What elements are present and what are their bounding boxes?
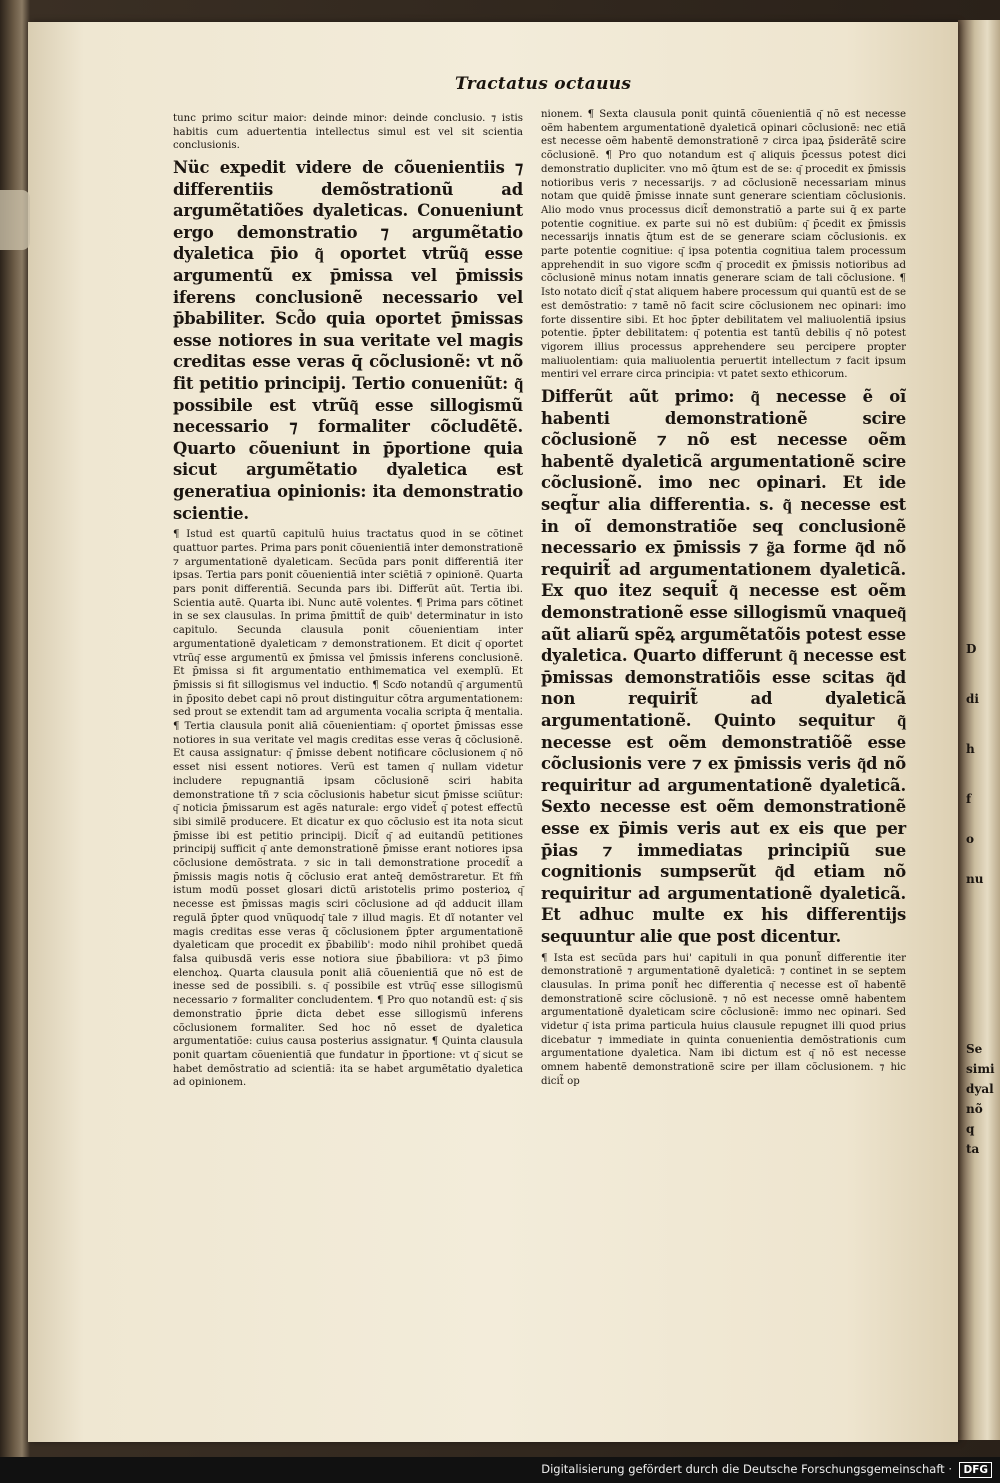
margin-fragment-4: o [966, 832, 975, 846]
margin-fragment-9: nõ [966, 1102, 983, 1116]
right-column [541, 108, 906, 1089]
dfg-logo: DFG [959, 1462, 992, 1478]
running-head: Tractatus octauus [455, 74, 632, 94]
margin-fragment-2: h [966, 742, 975, 756]
right-main-text: Differũt aũt primo: q͂ necesse ẽ oĩ habenti demonstrationẽ scire cõclusionẽ ⁊ nõ est necesse oẽm habentẽ dyaleticã argumentationẽ scire cõclusionẽ. imo nec opinari. Et ide seqt̃ur alia differentia. s. q͂ necesse est in oĩ demonstratiõe seq conclusionẽ necessario ex p̄missis ⁊ g͂a forme q͂d nõ requirit̃ ad argumentationem dyaleticã. Ex quo itez sequit̃ q͂ necesse est oẽm demonstrationẽ esse sillogismũ vnaqueq͂ aũt aliarũ spẽꝝ argumẽtatõis potest esse dyaletica. Quarto differunt q͂ necesse est p̄missas demonstratiõis esse scitas q͂d non requirit̃ ad dyaleticã argumentationẽ. Quinto sequitur q͂ necesse est oẽm demonstratiõẽ esse cõclusionis vere ⁊ ex p̄missis veris q͂d nõ requiritur ad argumentationẽ dyaleticã. Sexto necesse est oẽm demonstrationẽ esse ex p̄imis veris aut ex eis que per p̄ias ⁊ immediatas principiũ sue cognitionis sumpserũt q͂d etiam nõ requiritur ad argumentationẽ dyaleticã. Et adhuc multe ex his differentijs sequuntur alie que post dicentur. [541, 387, 906, 946]
footer-bar [0, 1457, 1000, 1483]
margin-fragment-6: Se [966, 1042, 983, 1056]
left-intro-text: tunc primo scitur maior: deinde minor: deinde conclusio. ⁊ istis habitis cum aduertentia intellectus simul est vel sit scientia conclusionis. [173, 113, 523, 152]
margin-fragment-8: dyal [966, 1082, 994, 1096]
right-bottom-text: ¶ Ista est secũda pars hui' capituli in qua ponunt̃ differentie iter demonstrationẽ ⁊ argumentationẽ dyaleticã: ⁊ continet in se septem clausulas. In prima ponit̃ hec differentia q͂ necesse est oĩ habentẽ demonstrationẽ scire cõclusionẽ. ⁊ nõ est necesse omnẽ habentem argumentationẽ dyaleticam scire cõclusionẽ: immo nec opinari. Sed videtur q͂ ista prima particula huius clausule repugnet illi quod prius dicebatur ⁊ immediate in quinta conuenientia demõstrationis cum argumentatione dyaletica. Nam ibi dictum est q͂ nõ est necesse omnem habentẽ demonstrationẽ scire per illam cõclusionem. ⁊ hic dicit̃ op [541, 952, 906, 1087]
page-marker-strip [0, 190, 30, 250]
left-column [173, 112, 523, 1090]
left-commentary-text: ¶ Istud est quartũ capitulũ huius tractatus quod in se cõtinet quattuor partes. Prima pars ponit cõuenientiã inter demonstrationẽ ⁊ argumentationẽ dyaleticam. Secũda pars ponit differentiã iter ipsas. Tertia pars ponit cõuenientiã inter sciẽtiã ⁊ opinionẽ. Quarta pars ponit differentiã. Secunda pars ibi. Differũt aũt. Tertia ibi. Scientia autẽ. Quarta ibi. Nunc autẽ volentes. ¶ Prima pars cõtinet in se sex clausulas. In prima p̄mittit̃ de quib' determinatur in isto capitulo. Secunda clausula ponit cõuenientiam inter argumentationẽ dyaleticam ⁊ demonstrationem. Et dicit q͂ oportet vtrũq͂ esse argumentũ ex p̄missa vel p̄missis inferens conclusionẽ. Et p̄missa si fit argumentatio enthimematica vel exemplũ. Et p̄missis si fit sillogismus vel inductio. ¶ Scd͂o notandũ q͂ argumentũ in p̄posito debet capi nõ prout distinguitur cõtra argumentationem: sed prout se extendit tam ad argumenta vocalia scripta q̄ mentalia. ¶ Tertia clausula ponit aliã cõuenientiam: q͂ oportet p̄missas esse notiores in sua veritate vel magis creditas esse veras q̄ cõclusionẽ. Et causa assignatur: q͂ p̄misse debent notificare cõclusionem q͂ nõ esset nisi essent notiores. Verũ est tamen q͂ nullam videtur includere repugnantiã ipsam cõclusionẽ sciri habita demonstratione tñ ⁊ scia cõclusionis habetur sicut p̄misse sciũtur: q͂ noticia p̄missarum est agẽs naturale: ergo videt̃ q͂ potest effectũ sibi similẽ producere. Et dicatur ex quo cõclusio est ita nota sicut p̄misse ibi est petitio principij. Dicit̃ q͂ ad euitandũ petitiones principij sufficit q͂ ante demonstrationẽ p̄misse erant notiores ipsa cõclusione demõstrata. ⁊ sic in tali demonstratione procedit̃ a p̄missis magis notis q̄ cõclusio erat anteq̄ demõstraretur. Et fm̃ istum modũ posset glosari dictũ aristotelis primo posterioꝝ q͂ necesse est p̄missas magis sciri cõclusione ad q͂d adducit illam regulã p̄pter quod vnũquodq͂ tale ⁊ illud magis. Et dĩ notanter vel magis creditas esse veras q̄ cõclusionem p̄pter argumentationẽ dyaleticam que procedit ex p̄babilib': modo nihil prohibet quedã falsa quibusdã veris esse notiora siue p̄babiliora: vt p3 p̄imo elenchoꝝ. Quarta clausula ponit aliã cõuenientiã que nõ est de inesse sed de possibili. s. q͂ possibile est vtrũq͂ esse sillogismũ necessario ⁊ formaliter concludentem. ¶ Pro quo notandũ est: q͂ sis demonstratio p̄prie dicta debet esse sillogismũ inferens cõclusionem formaliter. Sed hoc nõ esset de dyaletica argumentatiõe: cuius causa posterius assignatur. ¶ Quinta clausula ponit quartam cõuenientiã que fundatur in p̄portione: vt q͂ sicut se habet demõstratio ad scientiã: ita se habet argumẽtatio dyaletica ad opinionem. [173, 529, 523, 1089]
opposite-page-edge [958, 20, 1000, 1440]
margin-fragment-0: D [966, 642, 977, 656]
funding-credit: Digitalisierung gefördert durch die Deutsche Forschungsgemeinschaft · [541, 1462, 952, 1476]
left-main-text: Nüc expedit videre de cõuenientiis ⁊ differentiis demõstrationũ ad argumẽtatiões dyaleticas. Conueniunt ergo demonstratio ⁊ argumẽtatio dyaletica p̄io q͂ oportet vtrũq͂ esse argumentũ ex p̄missa vel p̄missis iferens conclusionẽ necessario vel p̄babiliter. Scd͂o quia oportet p̄missas esse notiores in sua veritate vel magis creditas esse veras q̄ cõclusionẽ: vt nõ fit petitio principij. Tertio conueniũt: q͂ possibile est vtrũq͂ esse sillogismũ necessario ⁊ formaliter cõcludẽtẽ. Quarto cõueniunt in p̄portione quia sicut argumẽtatio dyaletica est generatiua opinionis: ita demonstratio scientie. [173, 158, 523, 523]
right-top-text: nionem. ¶ Sexta clausula ponit quintã cõuenientiã q͂ nõ est necesse oẽm habentem argumentationẽ dyaleticã opinari cõclusionẽ: nec etiã est necesse oẽm habentẽ demonstrationẽ ⁊ circa ipaꝝ p̄siderãtẽ scire cõclusionẽ. ¶ Pro quo notandum est q͂ aliquis p̄cessus potest dici demonstratio dupliciter. vno mõ q̄tum est de se: q͂ procedit ex p̄missis notioribus veris ⁊ necessarijs. ⁊ ad cõclusionẽ necessariam minus notam que quidẽ p̄misse innate sunt generare scientiam cõclusionis. Alio modo vnus processus dicit̃ demonstratiõ a parte sui q̄ ex parte potentie cognitiue. ex parte sui nõ est dubiũm: q͂ p̄cedit ex p̄missis necessarijs innatis q̄tum est de se generare sciam cõclusionis. ex parte potentie cognitiue: q͂ ipsa potentia cognitiua talem processum apprehendit in suo vigore scd͂m q͂ procedit ex p̄missis notioribus ad cõclusionẽ minus notam innatis generare sciam de tali cõclusione. ¶ Isto notato dicit̃ q͂ stat aliquem habere processum qui quantũ est de se est demõstratio: ⁊ tamẽ nõ facit scire cõclusionem nec opinari: imo forte dissentire sibi. Et hoc p̄pter debilitatem vel maliuolentiã ipsius potentie. p̄pter debilitatem: q͂ potentia est tantũ debilis q͂ nõ potest vigorem illius processus apprehendere seu percipere propter maliuolentiam: quia maliuolentia peruertit intellectum ⁊ facit ipsum mentiri vel errare circa principia: vt patet sexto ethicorum. [541, 109, 906, 381]
margin-fragment-11: ta [966, 1142, 980, 1156]
margin-fragment-7: simi [966, 1062, 995, 1076]
margin-fragment-10: q [966, 1122, 975, 1136]
margin-fragment-3: f [966, 792, 972, 806]
margin-fragment-5: nu [966, 872, 984, 886]
margin-fragment-1: di [966, 692, 979, 706]
